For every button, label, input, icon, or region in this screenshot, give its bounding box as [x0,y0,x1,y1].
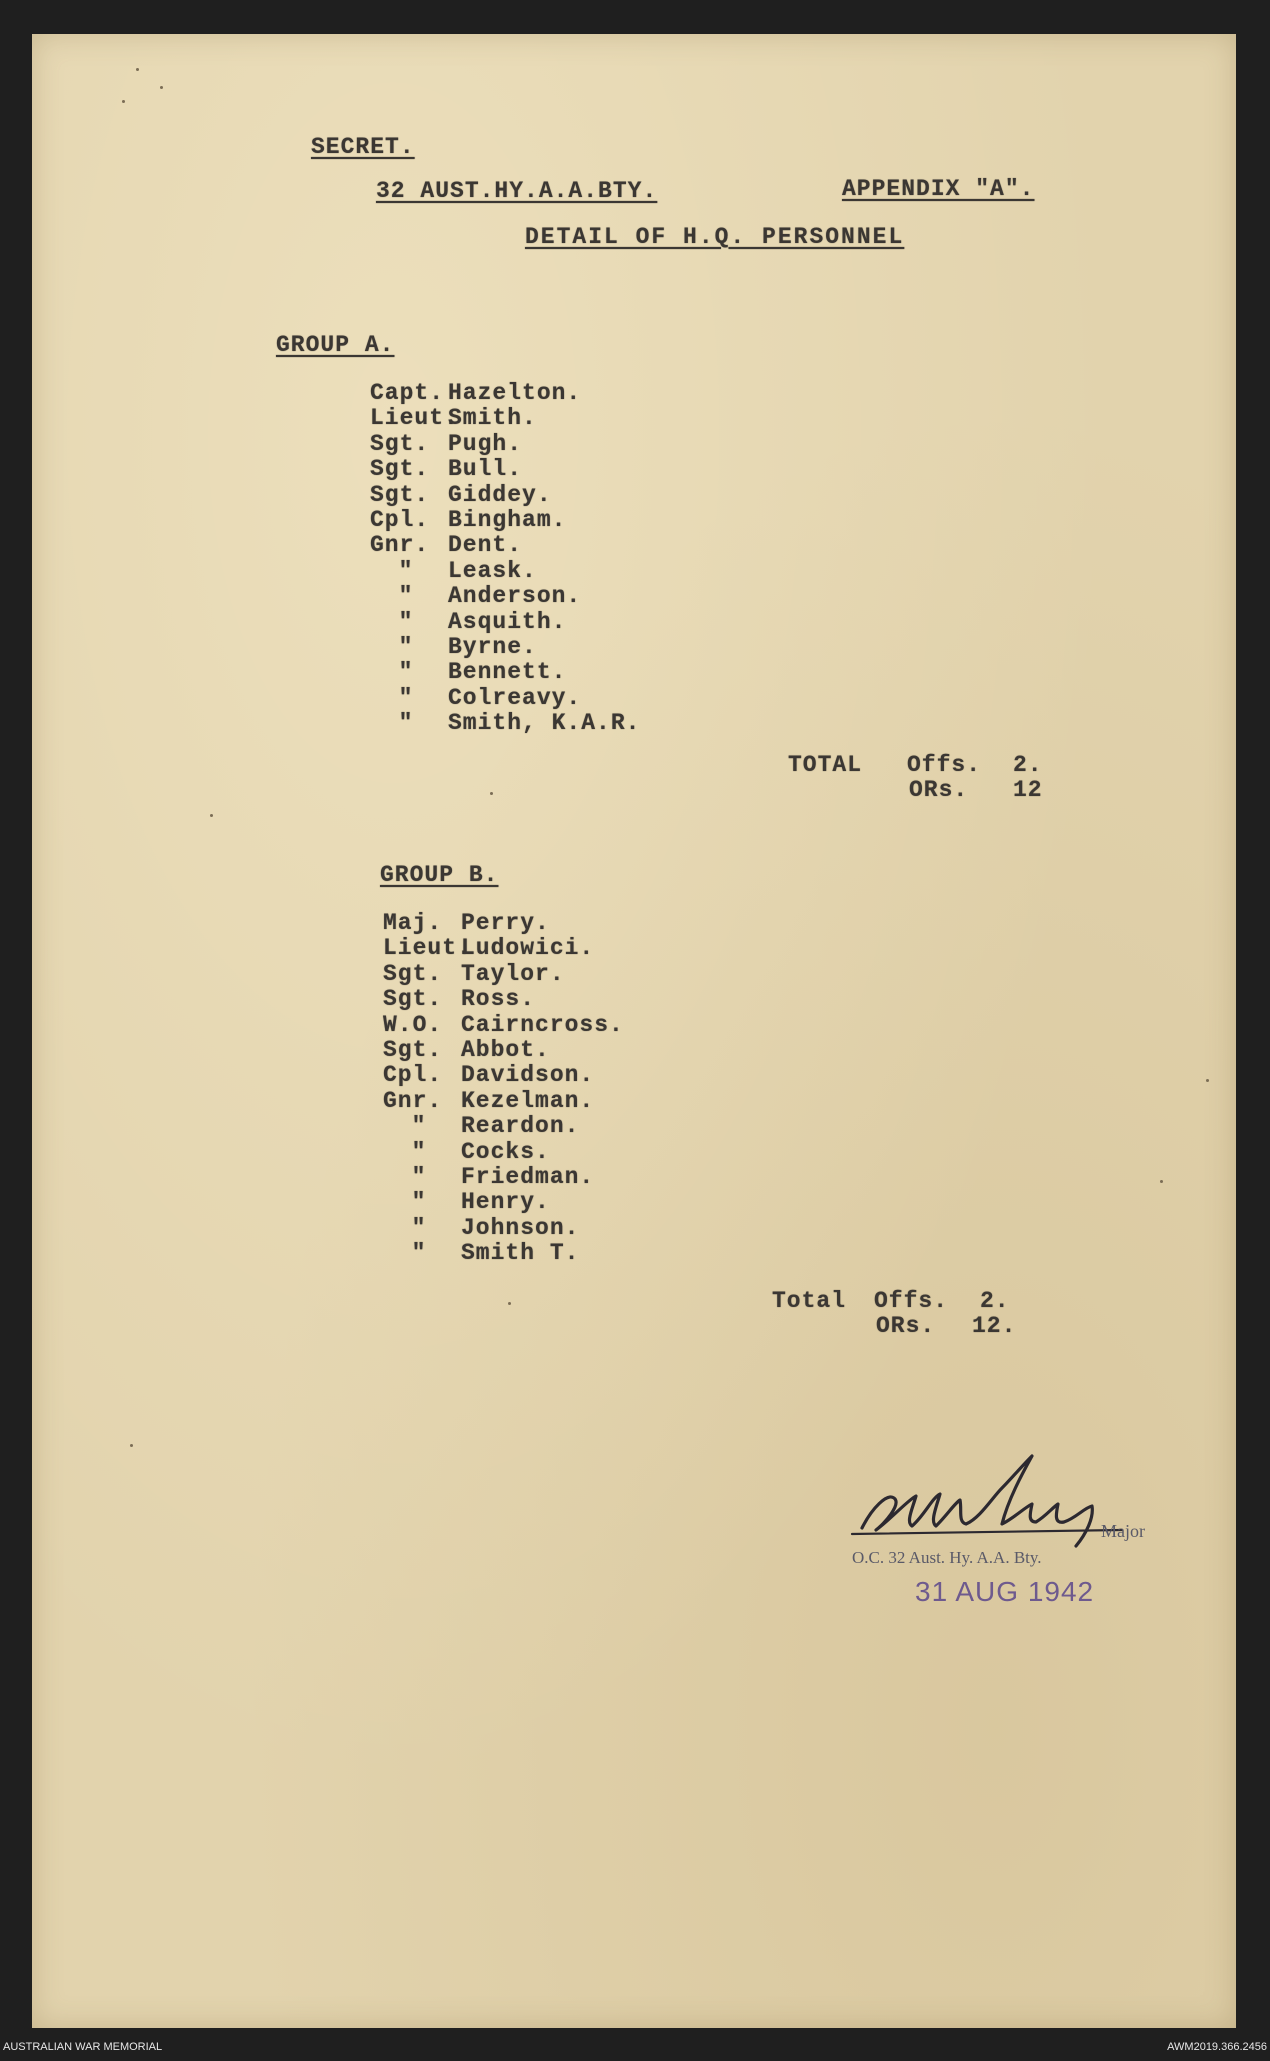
document-title: DETAIL OF H.Q. PERSONNEL [525,224,905,250]
ditto-mark: " [398,659,414,686]
list-item [370,635,640,660]
group-b-ors-label: ORs. [876,1313,936,1339]
group-a-total-label: TOTAL [788,752,863,778]
rank: Lieut. [370,405,459,432]
surname: Kezelman. [461,1087,595,1114]
surname: Ross. [461,986,536,1013]
list-item [370,686,640,711]
surname: Cairncross. [461,1011,624,1038]
surname: Smith. [448,405,537,432]
footer-institution: AUSTRALIAN WAR MEMORIAL [3,2041,163,2053]
surname: Colreavy. [448,684,582,711]
ditto-mark: " [411,1113,427,1140]
ditto-mark: " [398,710,414,737]
list-item [383,1216,624,1241]
ditto-mark: " [411,1240,427,1267]
surname: Ludowici. [461,935,595,962]
paper-speck [490,792,493,795]
surname: Asquith. [448,608,567,635]
surname: Smith, K.A.R. [448,710,641,737]
surname: Giddey. [448,481,552,508]
rank: Cpl. [370,506,430,533]
ditto-mark: " [411,1138,427,1165]
rank: Sgt. [370,481,430,508]
list-item [383,1114,624,1139]
group-a-offs-value: 2. [1013,752,1043,778]
list-item [383,1038,624,1063]
paper-speck [160,86,163,89]
group-a-ors-label: ORs. [909,777,969,803]
surname: Reardon. [461,1113,580,1140]
paper-speck [508,1302,511,1305]
list-item [383,1089,624,1114]
list-item [370,432,640,457]
group-b-heading: GROUP B. [380,862,499,888]
rank: Cpl. [383,1062,443,1089]
surname: Byrne. [448,633,537,660]
surname: Abbot. [461,1036,550,1063]
paper-speck [210,814,213,817]
list-item [383,1190,624,1215]
surname: Pugh. [448,430,523,457]
rank: Sgt. [383,960,443,987]
list-item [370,584,640,609]
paper-speck [130,1444,133,1447]
list-item [383,987,624,1012]
surname: Cocks. [461,1138,550,1165]
ditto-mark: " [411,1189,427,1216]
ditto-mark: " [398,684,414,711]
surname: Henry. [461,1189,550,1216]
list-item [383,936,624,961]
group-a-list [370,381,640,736]
date-stamp: 31 AUG 1942 [915,1576,1095,1607]
surname: Anderson. [448,583,582,610]
surname: Perry. [461,910,550,936]
ditto-mark: " [411,1163,427,1190]
ditto-mark: " [398,608,414,635]
list-item [383,1063,624,1088]
list-item [370,559,640,584]
ditto-mark: " [398,557,414,584]
unit-designation: 32 AUST.HY.A.A.BTY. [376,178,658,204]
surname: Johnson. [461,1214,580,1241]
group-b-offs-label: Offs. [874,1288,949,1314]
group-a-offs-label: Offs. [907,752,982,778]
list-item [370,711,640,736]
rank: Capt. [370,380,445,406]
list-item [370,660,640,685]
surname: Davidson. [461,1062,595,1089]
group-a-heading: GROUP A. [276,332,395,358]
ditto-mark: " [411,1214,427,1241]
surname: Bingham. [448,506,567,533]
list-item [383,1165,624,1190]
paper-speck [136,68,139,71]
rank: Lieut. [383,935,472,962]
handwritten-signature [832,1438,1132,1548]
list-item [370,381,640,406]
secret-label: SECRET. [311,134,415,160]
group-b-ors-value: 12. [972,1313,1017,1339]
rank: Gnr. [370,532,430,559]
group-b-offs-value: 2. [980,1288,1010,1314]
paper-speck [122,100,125,103]
rank: Maj. [383,910,443,936]
group-b-total-label: Total [772,1288,847,1314]
list-item [370,406,640,431]
signatory-rank: Major [1101,1521,1145,1541]
list-item [383,1140,624,1165]
paper-speck [1160,1180,1163,1183]
surname: Friedman. [461,1163,595,1190]
group-b-list [383,911,624,1266]
document-page [32,34,1236,2028]
ditto-mark: " [398,583,414,610]
group-a-ors-value: 12 [1013,777,1043,803]
rank: Sgt. [370,430,430,457]
list-item [383,1241,624,1266]
footer-accession-number: AWM2019.366.2456 [1167,2041,1267,2053]
appendix-label: APPENDIX "A". [842,176,1035,202]
list-item [370,483,640,508]
list-item [383,962,624,987]
surname: Dent. [448,532,523,559]
signature-block: O.C. 32 Aust. Hy. A.A. Bty. [852,1548,1042,1567]
ditto-mark: " [398,633,414,660]
surname: Bennett. [448,659,567,686]
rank: Sgt. [370,456,430,483]
surname: Leask. [448,557,537,584]
surname: Taylor. [461,960,565,987]
rank: Gnr. [383,1087,443,1114]
rank: Sgt. [383,1036,443,1063]
list-item [370,610,640,635]
list-item [383,911,624,936]
rank: W.O. [383,1011,443,1038]
paper-speck [1206,1079,1209,1082]
surname: Hazelton. [448,380,582,406]
surname: Smith T. [461,1240,580,1267]
rank: Sgt. [383,986,443,1013]
surname: Bull. [448,456,523,483]
list-item [370,508,640,533]
list-item [370,533,640,558]
list-item [370,457,640,482]
list-item [383,1013,624,1038]
